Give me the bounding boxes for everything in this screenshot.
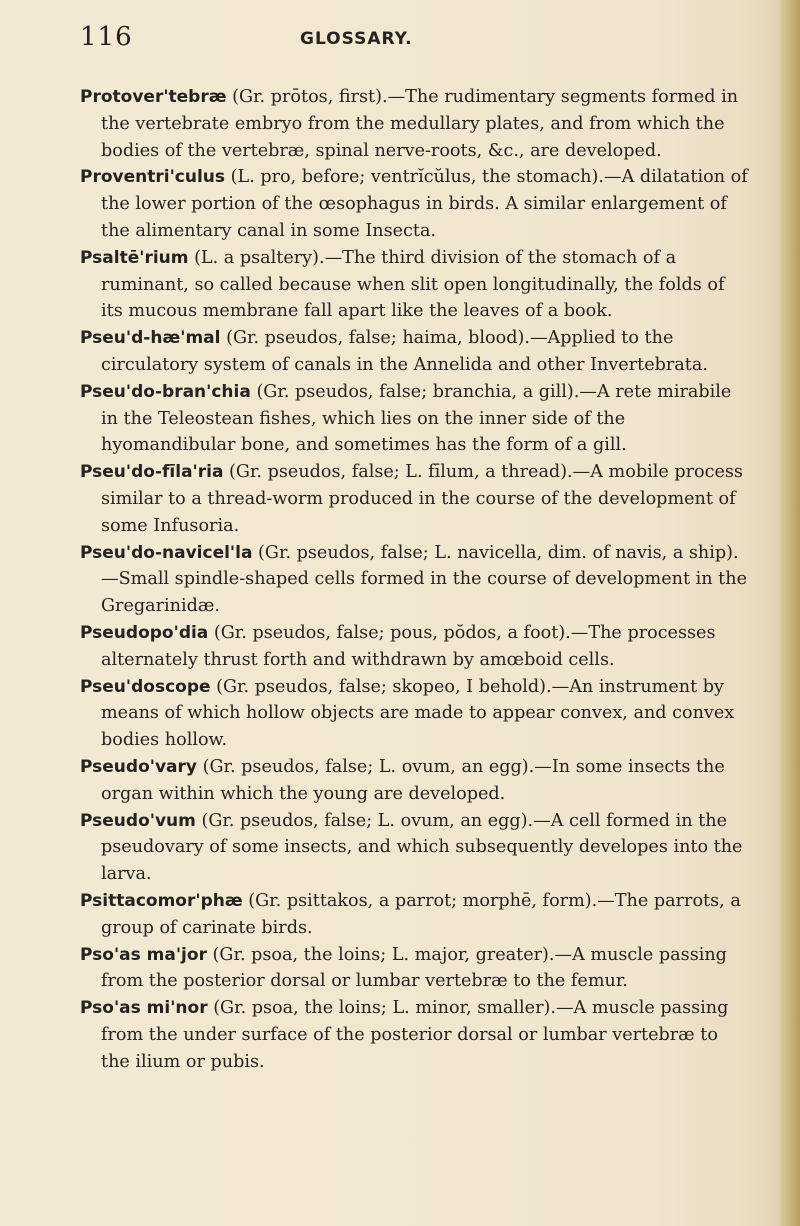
entry-definition: (Gr. pseudos, false; L. navicella, dim. of navis, a ship).—Small spindle-shaped cells formed in the course of development in the Gregarinidæ.	[101, 542, 747, 617]
entry-definition: (L. pro, before; ventrĭcŭlus, the stomach).—A dilatation of the lower portion of the œsophagus in birds. A similar enlargement of the alimentary canal in some Insecta.	[101, 167, 748, 241]
glossary-entry	[80, 540, 750, 620]
entry-headword: Pseu'd-hæ'mal	[80, 328, 221, 349]
entry-definition: (Gr. prōtos, first).—The rudimentary segments formed in the vertebrate embryo from the medullary plates, and from which the bodies of the vertebræ, spinal nerve-roots, &c., are developed.	[101, 87, 739, 161]
entry-headword: Pseudopo'dia	[80, 622, 209, 643]
entry-headword: Pseudo'vary	[80, 756, 197, 777]
entry-headword: Proventri'culus	[80, 167, 226, 188]
entry-headword: Pseudo'vum	[80, 810, 196, 831]
entry-headword: Pseu'doscope	[80, 676, 211, 697]
entry-definition: (Gr. pseudos, false; L. ovum, an egg).—A cell formed in the pseudovary of some insects, and which subsequently developes into the larva.	[101, 810, 743, 885]
entry-headword: Pso'as mi'nor	[80, 998, 208, 1019]
entry-headword: Psaltē'rium	[80, 247, 189, 268]
glossary-entry	[80, 245, 750, 325]
glossary-entry	[80, 620, 750, 674]
entry-definition: (L. a psaltery).—The third division of the stomach of a ruminant, so called because when slit open longitudinally, the folds of its mucous membrane fall apart like the leaves of a book.	[101, 247, 725, 322]
running-head: GLOSSARY.	[300, 29, 413, 49]
page-header	[80, 22, 680, 62]
entry-definition: (Gr. pseudos, false; skopeo, I behold).—An instrument by means of which hollow objects are made to appear convex, and convex bodies hollow.	[101, 676, 735, 751]
entry-headword: Psittacomor'phæ	[80, 890, 243, 911]
page-edge-shadow	[778, 0, 800, 1226]
glossary-entry	[80, 754, 750, 808]
glossary-entry	[80, 995, 750, 1075]
glossary-entry	[80, 674, 750, 754]
glossary-entries	[80, 84, 750, 1075]
entry-definition: (Gr. pseudos, false; L. fīlum, a thread).—A mobile process similar to a thread-worm produced in the course of the development of some Infusoria.	[101, 462, 743, 536]
entry-definition: (Gr. pseudos, false; L. ovum, an egg).—In some insects the organ within which the young are developed.	[101, 756, 725, 804]
glossary-entry	[80, 84, 750, 164]
entry-definition: (Gr. psoa, the loins; L. major, greater).—A muscle passing from the posterior dorsal or lumbar vertebræ to the femur.	[101, 944, 727, 992]
glossary-entry	[80, 325, 750, 379]
entry-definition: (Gr. psoa, the loins; L. minor, smaller).—A muscle passing from the under surface of the posterior dorsal or lumbar vertebræ to the ilium or pubis.	[101, 998, 729, 1072]
entry-headword: Pseu'do-navicel'la	[80, 542, 253, 563]
entry-definition: (Gr. pseudos, false; pous, pŏdos, a foot).—The processes alternately thrust forth and withdrawn by amœboid cells.	[101, 622, 716, 670]
glossary-entry	[80, 808, 750, 888]
glossary-entry	[80, 459, 750, 539]
glossary-entry	[80, 888, 750, 942]
entry-definition: (Gr. pseudos, false; branchia, a gill).—A rete mirabile in the Teleostean fishes, which lies on the inner side of the hyomandibular bone, and sometimes has the form of a gill.	[101, 381, 732, 456]
glossary-entry	[80, 379, 750, 459]
entry-headword: Pseu'do-bran'chia	[80, 381, 251, 402]
entry-definition: (Gr. psittakos, a parrot; morphē, form).—The parrots, a group of carinate birds.	[101, 890, 741, 938]
entry-definition: (Gr. pseudos, false; haima, blood).—Applied to the circulatory system of canals in the Annelida and other Invertebrata.	[101, 328, 708, 375]
page-number: 116	[80, 22, 133, 52]
glossary-entry	[80, 942, 750, 996]
glossary-entry	[80, 164, 750, 244]
entry-headword: Pso'as ma'jor	[80, 944, 207, 965]
entry-headword: Protover'tebræ	[80, 87, 227, 107]
entry-headword: Pseu'do-fīla'ria	[80, 462, 224, 483]
